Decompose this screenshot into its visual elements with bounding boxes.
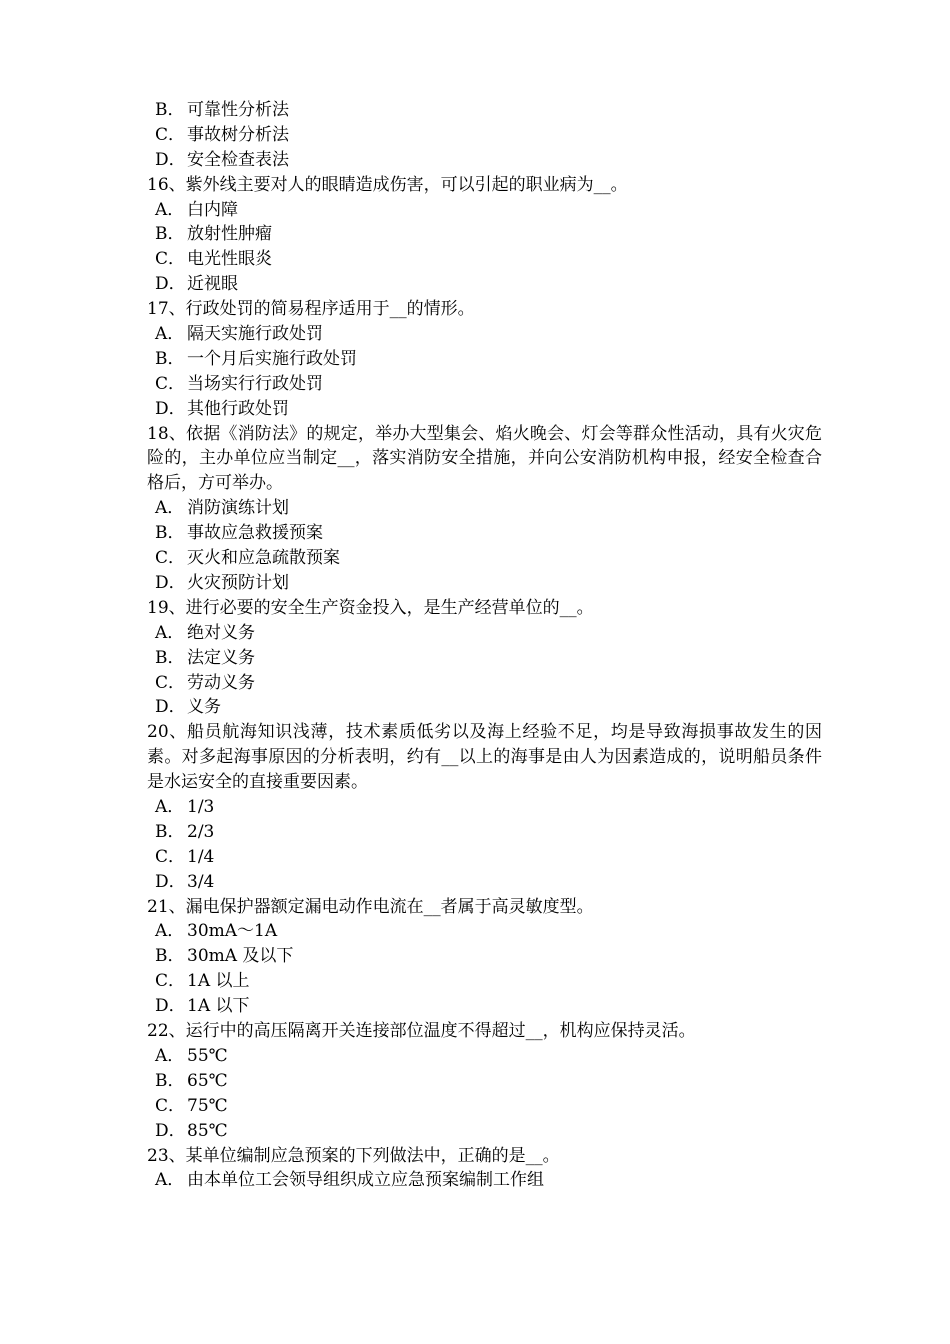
option-letter: A． <box>155 1170 185 1191</box>
option-text: 可靠性分析法 <box>187 100 289 120</box>
option-text: 75℃ <box>187 1095 228 1116</box>
option-letter: A． <box>155 921 185 942</box>
question-text: 19、进行必要的安全生产资金投入，是生产经营单位的__。 <box>147 597 594 618</box>
question-text: 18、依据《消防法》的规定，举办大型集会、焰火晚会、灯会等群众性活动，具有火灾危险的，主办单位应当制定__，落实消防安全措施，并向公安消防机构申报，经安全检查合格后，方可举办。 <box>147 423 822 494</box>
answer-option <box>155 1168 822 1193</box>
answer-option <box>155 820 822 845</box>
option-text: 1A 以上 <box>187 971 250 992</box>
answer-option <box>155 1119 822 1144</box>
answer-option <box>155 222 822 247</box>
option-text: 55℃ <box>187 1045 228 1066</box>
answer-option <box>155 397 822 422</box>
option-letter: D． <box>155 871 186 892</box>
option-letter: B． <box>155 224 185 245</box>
option-letter: D． <box>155 697 186 718</box>
option-letter: D． <box>155 1120 186 1141</box>
answer-option <box>155 646 822 671</box>
answer-option <box>155 695 822 720</box>
option-text: 劳动义务 <box>187 672 255 693</box>
answer-option <box>155 1069 822 1094</box>
answer-option <box>155 571 822 596</box>
option-text: 隔天实施行政处罚 <box>187 324 323 345</box>
option-text: 一个月后实施行政处罚 <box>187 348 357 369</box>
option-text: 2/3 <box>187 821 215 842</box>
answer-option <box>155 870 822 895</box>
option-letter: B． <box>155 647 185 668</box>
option-text: 1/4 <box>187 846 215 867</box>
option-text: 放射性肿瘤 <box>187 224 272 245</box>
answer-option <box>155 247 822 272</box>
question-text: 16、紫外线主要对人的眼睛造成伤害，可以引起的职业病为__。 <box>147 174 628 195</box>
answer-option <box>155 546 822 571</box>
option-letter: C． <box>155 548 186 569</box>
option-letter: D． <box>155 149 186 170</box>
option-text: 30mA～1A <box>187 921 278 942</box>
option-letter: C． <box>155 971 186 992</box>
option-text: 电光性眼炎 <box>187 249 272 270</box>
option-letter: C． <box>155 249 186 270</box>
answer-option <box>155 272 822 297</box>
answer-option <box>155 372 822 397</box>
option-letter: B． <box>155 348 185 369</box>
option-letter: A． <box>155 797 185 818</box>
option-text: 灭火和应急疏散预案 <box>187 548 340 569</box>
answer-option <box>155 671 822 696</box>
option-text: 当场实行行政处罚 <box>187 373 323 394</box>
option-letter: C． <box>155 373 186 394</box>
option-letter: A． <box>155 324 185 345</box>
question-text: 20、船员航海知识浅薄，技术素质低劣以及海上经验不足，均是导致海损事故发生的因素。对多起海事原因的分析表明，约有__以上的海事是由人为因素造成的，说明船员条件是水运安全的直接重要因素。 <box>147 722 822 793</box>
answer-option <box>155 969 822 994</box>
option-text: 其他行政处罚 <box>187 398 289 419</box>
option-letter: B． <box>155 523 185 544</box>
answer-option <box>155 98 822 123</box>
question-text: 23、某单位编制应急预案的下列做法中，正确的是__。 <box>147 1145 560 1166</box>
answer-option <box>155 1094 822 1119</box>
answer-option <box>155 621 822 646</box>
answer-option <box>155 919 822 944</box>
option-text: 近视眼 <box>187 274 238 295</box>
question-list <box>147 98 822 1193</box>
answer-option <box>155 795 822 820</box>
answer-option <box>155 845 822 870</box>
option-letter: B． <box>155 946 185 967</box>
answer-option <box>155 148 822 173</box>
answer-option <box>155 1044 822 1069</box>
option-letter: D． <box>155 572 186 593</box>
option-letter: A． <box>155 622 185 643</box>
option-letter: A． <box>155 498 185 519</box>
option-text: 1/3 <box>187 797 215 818</box>
option-letter: C． <box>155 846 186 867</box>
option-text: 消防演练计划 <box>187 498 289 519</box>
option-letter: C． <box>155 1095 186 1116</box>
option-letter: D． <box>155 996 186 1017</box>
option-text: 65℃ <box>187 1070 228 1091</box>
answer-option <box>155 994 822 1019</box>
option-text: 由本单位工会领导组织成立应急预案编制工作组 <box>187 1170 544 1191</box>
option-text: 3/4 <box>187 871 215 892</box>
option-text: 火灾预防计划 <box>187 572 289 593</box>
answer-option <box>155 496 822 521</box>
option-letter: D． <box>155 274 186 295</box>
answer-option <box>155 521 822 546</box>
option-text: 事故树分析法 <box>187 124 289 145</box>
option-text: 白内障 <box>187 199 238 220</box>
answer-option <box>155 198 822 223</box>
answer-option <box>155 322 822 347</box>
answer-option <box>155 123 822 148</box>
option-text: 85℃ <box>187 1120 228 1141</box>
option-letter: B． <box>155 1070 185 1091</box>
option-text: 义务 <box>187 697 221 718</box>
option-letter: B． <box>155 100 185 120</box>
option-text: 1A 以下 <box>187 996 250 1017</box>
answer-option <box>155 347 822 372</box>
option-text: 30mA 及以下 <box>187 946 294 967</box>
option-text: 绝对义务 <box>187 622 255 643</box>
option-letter: A． <box>155 1045 185 1066</box>
question-text: 21、漏电保护器额定漏电动作电流在__者属于高灵敏度型。 <box>147 896 594 917</box>
option-text: 事故应急救援预案 <box>187 523 323 544</box>
question-text: 22、运行中的高压隔离开关连接部位温度不得超过__，机构应保持灵活。 <box>147 1021 696 1042</box>
answer-option <box>155 944 822 969</box>
option-letter: C． <box>155 124 186 145</box>
option-text: 法定义务 <box>187 647 255 668</box>
option-letter: D． <box>155 398 186 419</box>
option-text: 安全检查表法 <box>187 149 289 170</box>
option-letter: C． <box>155 672 186 693</box>
question-text: 17、行政处罚的简易程序适用于__的情形。 <box>147 299 475 320</box>
option-letter: B． <box>155 821 185 842</box>
option-letter: A． <box>155 199 185 220</box>
